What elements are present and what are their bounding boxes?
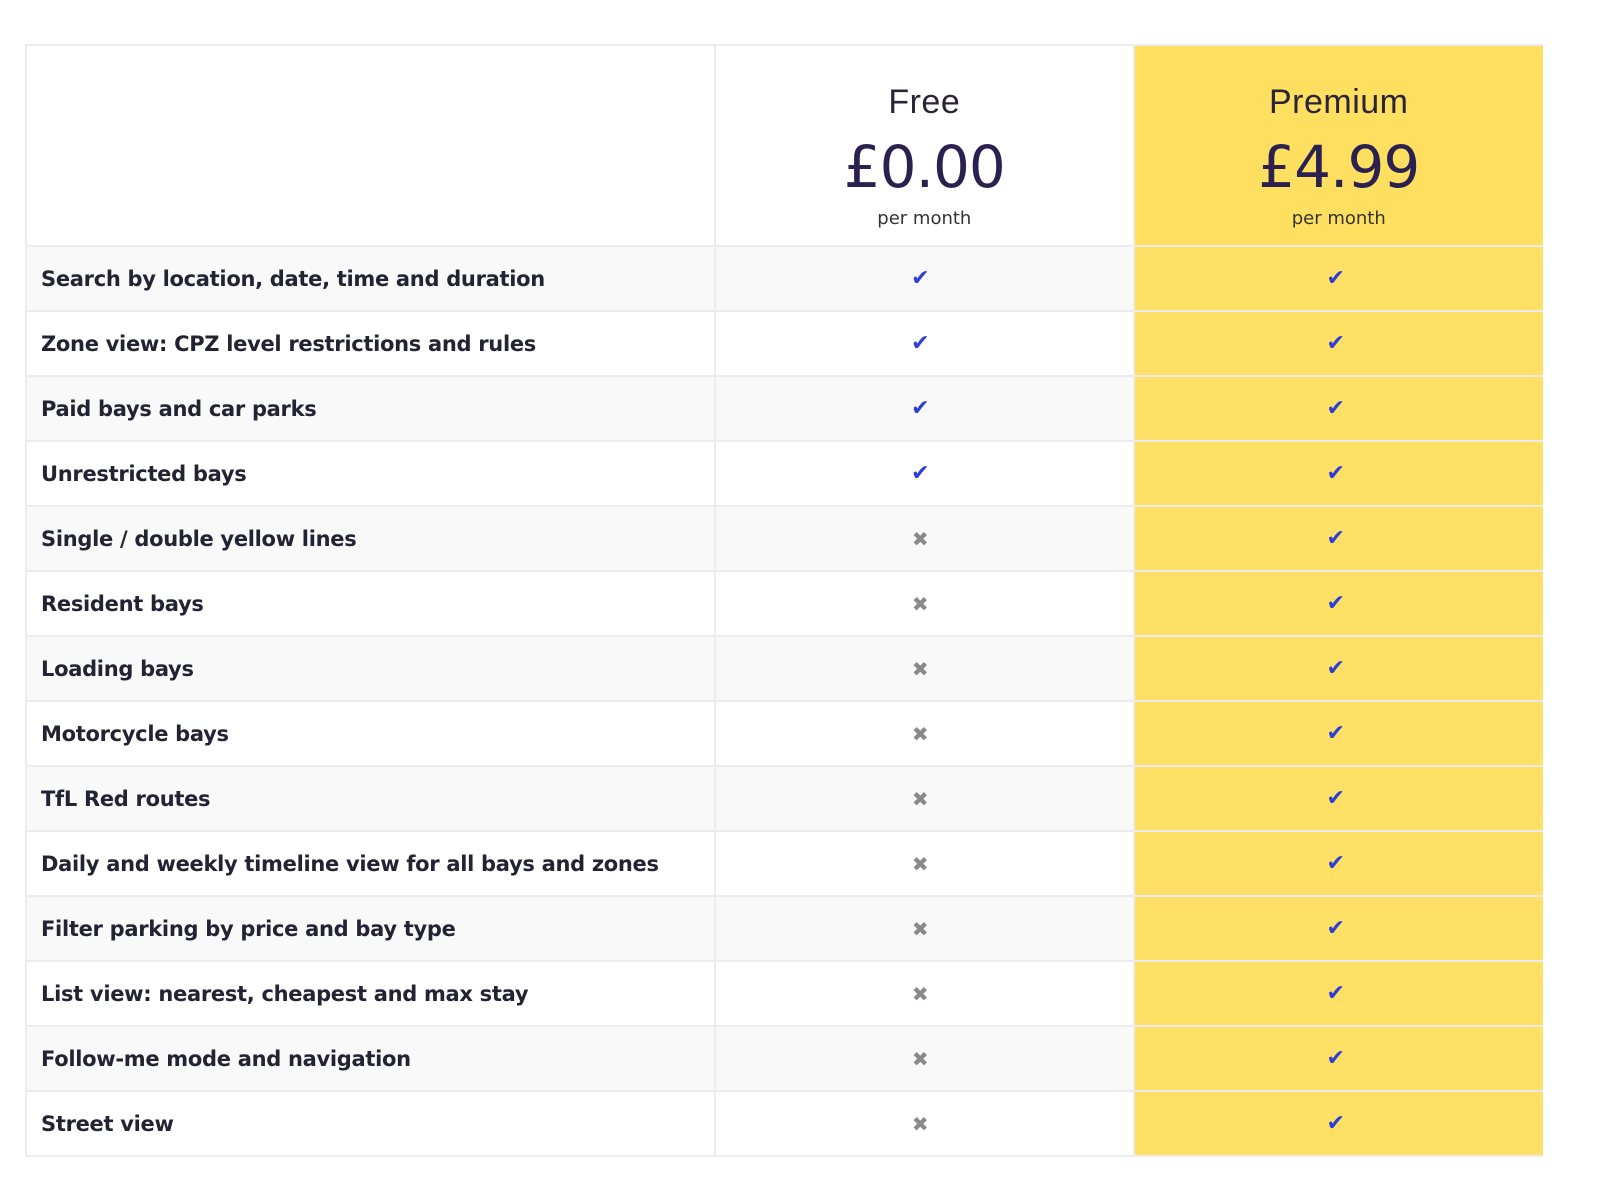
feature-label: Street view xyxy=(27,1092,714,1155)
cross-icon: ✖ xyxy=(911,851,929,876)
header-empty-cell xyxy=(27,46,714,245)
plan-premium-period: per month xyxy=(1291,208,1386,229)
pricing-comparison-table xyxy=(25,44,1543,1157)
table-row xyxy=(27,375,1543,440)
check-icon: ✔ xyxy=(1326,590,1345,616)
table-row xyxy=(27,960,1543,1025)
free-availability-cell xyxy=(714,767,1132,830)
free-availability-cell xyxy=(714,897,1132,960)
table-row xyxy=(27,765,1543,830)
free-availability-cell xyxy=(714,442,1132,505)
plan-free-period: per month xyxy=(877,208,972,229)
table-row xyxy=(27,830,1543,895)
check-icon: ✔ xyxy=(1326,785,1345,811)
check-icon: ✔ xyxy=(911,460,930,486)
feature-label: Daily and weekly timeline view for all bays and zones xyxy=(27,832,714,895)
free-availability-cell xyxy=(714,832,1132,895)
feature-label: Loading bays xyxy=(27,637,714,700)
premium-availability-cell xyxy=(1133,312,1543,375)
feature-label: Filter parking by price and bay type xyxy=(27,897,714,960)
cross-icon: ✖ xyxy=(911,1111,929,1136)
premium-availability-cell xyxy=(1133,962,1543,1025)
free-availability-cell xyxy=(714,377,1132,440)
cross-icon: ✖ xyxy=(911,721,929,746)
free-availability-cell xyxy=(714,1027,1132,1090)
check-icon: ✔ xyxy=(1326,850,1345,876)
check-icon: ✔ xyxy=(1326,330,1345,356)
premium-availability-cell xyxy=(1133,1027,1543,1090)
check-icon: ✔ xyxy=(1326,1045,1345,1071)
check-icon: ✔ xyxy=(1326,1110,1345,1136)
check-icon: ✔ xyxy=(1326,720,1345,746)
cross-icon: ✖ xyxy=(911,981,929,1006)
premium-availability-cell xyxy=(1133,442,1543,505)
plan-premium-header xyxy=(1133,46,1543,245)
feature-label: Unrestricted bays xyxy=(27,442,714,505)
feature-label: Zone view: CPZ level restrictions and rules xyxy=(27,312,714,375)
check-icon: ✔ xyxy=(1326,980,1345,1006)
feature-label: Search by location, date, time and duration xyxy=(27,247,714,310)
plan-free-name: Free xyxy=(888,83,961,121)
table-row xyxy=(27,1025,1543,1090)
feature-label: List view: nearest, cheapest and max stay xyxy=(27,962,714,1025)
check-icon: ✔ xyxy=(1326,265,1345,291)
cross-icon: ✖ xyxy=(911,786,929,811)
feature-label: TfL Red routes xyxy=(27,767,714,830)
table-row xyxy=(27,570,1543,635)
feature-label: Single / double yellow lines xyxy=(27,507,714,570)
premium-availability-cell xyxy=(1133,1092,1543,1155)
cross-icon: ✖ xyxy=(911,591,929,616)
table-row xyxy=(27,245,1543,310)
free-availability-cell xyxy=(714,1092,1132,1155)
table-row xyxy=(27,700,1543,765)
table-row xyxy=(27,895,1543,960)
cross-icon: ✖ xyxy=(911,526,929,551)
feature-label: Paid bays and car parks xyxy=(27,377,714,440)
check-icon: ✔ xyxy=(1326,915,1345,941)
free-availability-cell xyxy=(714,702,1132,765)
check-icon: ✔ xyxy=(1326,460,1345,486)
feature-label: Resident bays xyxy=(27,572,714,635)
free-availability-cell xyxy=(714,637,1132,700)
feature-rows xyxy=(27,245,1543,1155)
plan-premium-name: Premium xyxy=(1268,83,1409,121)
table-row xyxy=(27,1090,1543,1155)
feature-label: Motorcycle bays xyxy=(27,702,714,765)
free-availability-cell xyxy=(714,312,1132,375)
premium-availability-cell xyxy=(1133,702,1543,765)
plan-free-header xyxy=(714,46,1132,245)
premium-availability-cell xyxy=(1133,247,1543,310)
premium-availability-cell xyxy=(1133,767,1543,830)
premium-availability-cell xyxy=(1133,377,1543,440)
premium-availability-cell xyxy=(1133,637,1543,700)
check-icon: ✔ xyxy=(911,265,930,291)
table-row xyxy=(27,310,1543,375)
free-availability-cell xyxy=(714,247,1132,310)
free-availability-cell xyxy=(714,962,1132,1025)
premium-availability-cell xyxy=(1133,507,1543,570)
free-availability-cell xyxy=(714,507,1132,570)
check-icon: ✔ xyxy=(1326,655,1345,681)
check-icon: ✔ xyxy=(1326,395,1345,421)
table-row xyxy=(27,505,1543,570)
table-row xyxy=(27,635,1543,700)
check-icon: ✔ xyxy=(911,395,930,421)
table-row xyxy=(27,440,1543,505)
table-header-row xyxy=(27,46,1543,245)
premium-availability-cell xyxy=(1133,832,1543,895)
cross-icon: ✖ xyxy=(911,1046,929,1071)
premium-availability-cell xyxy=(1133,897,1543,960)
premium-availability-cell xyxy=(1133,572,1543,635)
plan-free-price: £0.00 xyxy=(843,133,1005,201)
feature-label: Follow-me mode and navigation xyxy=(27,1027,714,1090)
free-availability-cell xyxy=(714,572,1132,635)
check-icon: ✔ xyxy=(1326,525,1345,551)
cross-icon: ✖ xyxy=(911,656,929,681)
check-icon: ✔ xyxy=(911,330,930,356)
plan-premium-price: £4.99 xyxy=(1258,133,1420,201)
cross-icon: ✖ xyxy=(911,916,929,941)
